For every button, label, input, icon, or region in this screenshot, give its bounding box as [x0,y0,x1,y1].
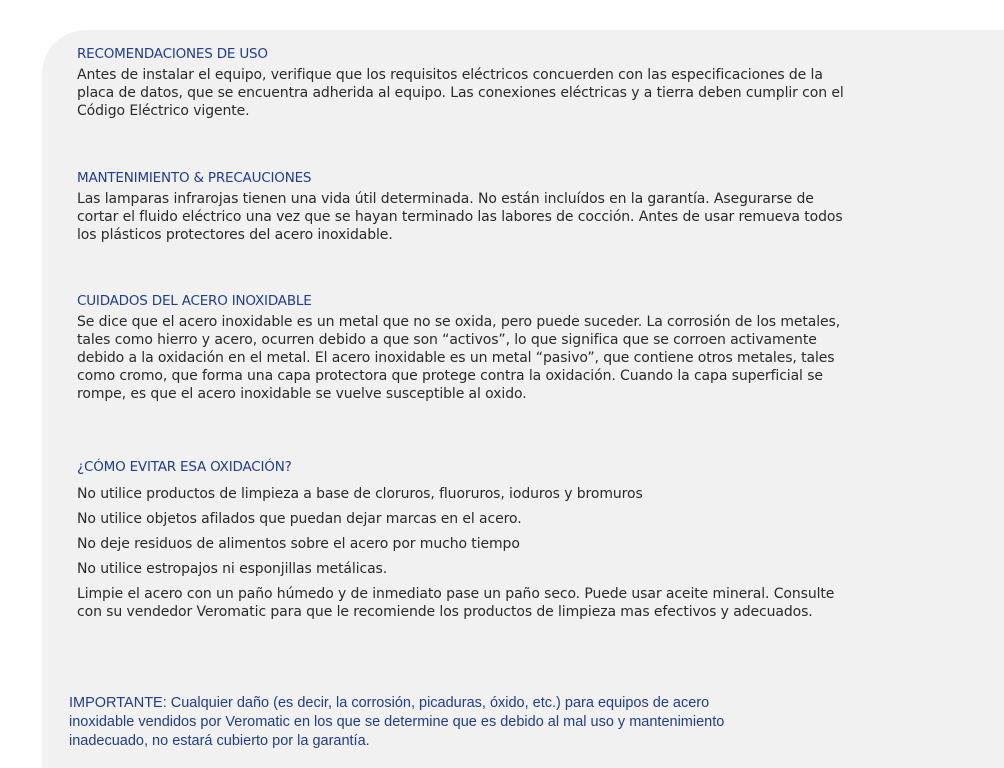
section-recomendaciones [77,45,974,120]
section-heading: ¿CÓMO EVITAR ESA OXIDACIÓN? [77,459,292,475]
list-item: No deje residuos de alimentos sobre el acero por mucho tiempo [77,536,520,552]
section-mantenimiento [77,169,974,244]
paragraph-line: Antes de instalar el equipo, verifique que los requisitos eléctricos concuerden con las especificaciones de la [77,67,823,83]
list-item: No utilice estropajos ni esponjillas metálicas. [77,561,388,577]
paragraph-line: placa de datos, que se encuentra adherida al equipo. Las conexiones eléctricas y a tierra deben cumplir con el [77,85,844,101]
content-panel [42,30,1004,768]
section-como-evitar [77,458,974,621]
paragraph-line: rompe, es que el acero inoxidable se vuelve susceptible al oxido. [77,386,527,402]
paragraph-line: debido a la oxidación en el metal. El acero inoxidable es un metal “pasivo”, que contiene otros metales, tales [77,350,835,366]
important-notice [69,694,964,751]
paragraph-line: cortar el fluido eléctrico una vez que se hayan terminado las labores de cocción. Antes de usar remueva todos [77,209,843,225]
notice-line: inadecuado, no estará cubierto por la garantía. [69,733,370,749]
paragraph-line: Se dice que el acero inoxidable es un metal que no se oxida, pero puede suceder. La corrosión de los metales, [77,314,841,330]
section-paragraph [77,66,974,120]
paragraph-line: Las lamparas infrarojas tienen una vida útil determinada. No están incluídos en la garantía. Asegurarse de [77,191,814,207]
list-item: No utilice productos de limpieza a base de cloruros, fluoruros, ioduros y bromuros [77,486,643,502]
section-closing-paragraph [77,585,974,621]
paragraph-line: con su vendedor Veromatic para que le recomiende los productos de limpieza mas efectivos y adecuados. [77,604,813,620]
paragraph-line: tales como hierro y acero, ocurren debido a que son “activos”, lo que significa que se corroen activamente [77,332,817,348]
section-cuidados [77,292,974,403]
notice-line: IMPORTANTE: Cualquier daño (es decir, la corrosión, picaduras, óxido, etc.) para equipos de acero [69,695,710,711]
paragraph-line: Limpie el acero con un paño húmedo y de inmediato pase un paño seco. Puede usar aceite mineral. Consulte [77,586,835,602]
tips-list [77,485,974,578]
section-heading: CUIDADOS DEL ACERO INOXIDABLE [77,293,312,309]
section-heading: RECOMENDACIONES DE USO [77,46,268,62]
section-heading: MANTENIMIENTO & PRECAUCIONES [77,170,312,186]
section-paragraph [77,313,974,403]
paragraph-line: los plásticos protectores del acero inoxidable. [77,227,393,243]
notice-line: inoxidable vendidos por Veromatic en los que se determine que es debido al mal uso y mantenimiento [69,714,725,730]
section-paragraph [77,190,974,244]
paragraph-line: Código Eléctrico vigente. [77,103,250,119]
paragraph-line: como cromo, que forma una capa protectora que protege contra la oxidación. Cuando la capa superficial se [77,368,823,384]
list-item: No utilice objetos afilados que puedan dejar marcas en el acero. [77,511,522,527]
